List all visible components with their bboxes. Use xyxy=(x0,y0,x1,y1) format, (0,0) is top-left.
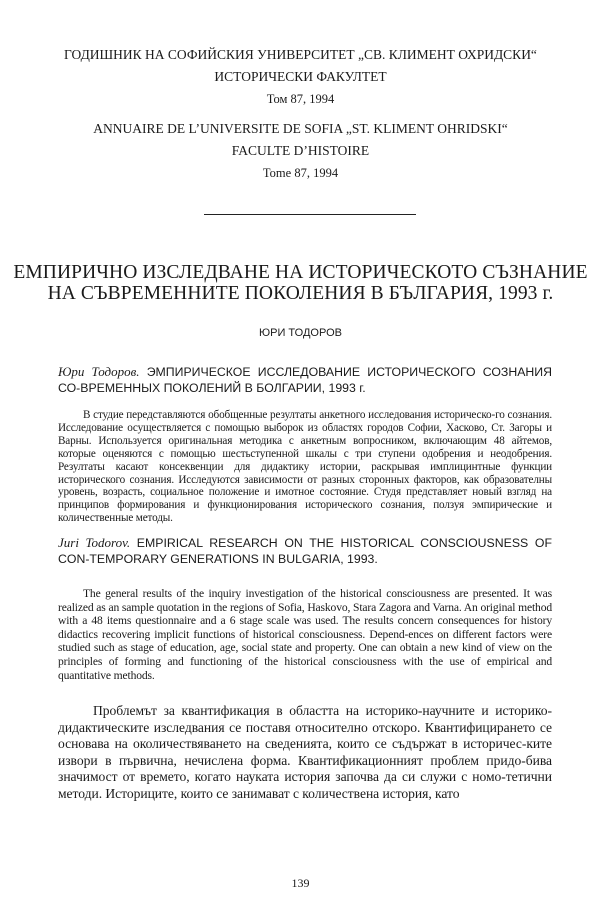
volume-bg: Том 87, 1994 xyxy=(266,92,335,106)
summary-ru-author: Юри Тодоров. xyxy=(58,364,140,379)
summary-en-heading xyxy=(58,535,552,567)
article-title-line-2: НА СЪВРЕМЕННИТЕ ПОКОЛЕНИЯ В БЪЛГАРИЯ, 1993 г. xyxy=(47,283,554,304)
page-number: 139 xyxy=(291,876,310,890)
header-divider xyxy=(204,214,416,215)
summary-en-author: Juri Todorov. xyxy=(58,535,131,550)
summary-ru-abstract: В студие передставляются обобщенные резултаты анкетного исследования историческо-го сознания. Исследование осуществляется с помощью выборок из областях городов Софии, Хасково, Ст. Загоры и Варны. Используется оригинальная методика с анкетным вопросником, включающим 48 айтемов, которые оценяются с помощью шестьступенной шкалы с три ступени одобрения и неодобрения. Резултаты касают консеквенции для дидактику истории, раскрывая имплицинтные функции исторического сознания. Исследуются зависимости от разных сторонных факторов, как образователны уровень, возрасть, социальное положение и имотное состояние. Студя представляет новый взгляд на принципов формирования и функционирования исторического сознания, ползуя эмпирические и количественные методы. xyxy=(58,409,552,525)
journal-title-bg: ГОДИШНИК НА СОФИЙСКИЯ УНИВЕРСИТЕТ „СВ. КЛИМЕНТ ОХРИДСКИ“ xyxy=(64,47,537,62)
summary-ru-heading xyxy=(58,364,552,396)
article-author: ЮРИ ТОДОРОВ xyxy=(259,327,342,339)
body-paragraph: Проблемът за квантификация в областта на историко-научните и историко-дидактическите изследвания се поставя относително отскоро. Квантифицирането се основава на околичествяването на сведенията, които се съдържат в историчес-ките извори в първична, нечислена форма. Квантификационният проблем придо-бива значимост от времето, когато науката история започва да си служи с номо-тетични методи. Историците, които се занимават с количествена история, като xyxy=(58,703,552,801)
volume-fr: Tome 87, 1994 xyxy=(262,166,339,180)
article-title-line-1: ЕМПИРИЧНО ИЗСЛЕДВАНЕ НА ИСТОРИЧЕСКОТО СЪЗНАНИЕ xyxy=(13,262,588,283)
faculty-name-bg: ИСТОРИЧЕСКИ ФАКУЛТЕТ xyxy=(214,69,387,84)
summary-ru-title: ЭМПИРИЧЕСКОЕ ИССЛЕДОВАНИЕ ИСТОРИЧЕСКОГО СОЗНАНИЯ СО-ВРЕМЕННЫХ ПОКОЛЕНИЙ В БОЛГАРИИ, 1993 г. xyxy=(58,365,552,395)
article-title xyxy=(0,262,601,304)
summary-en-title: EMPIRICAL RESEARCH ON THE HISTORICAL CONSCIOUSNESS OF CON-TEMPORARY GENERATIONS IN BULGARIA, 1993. xyxy=(58,536,552,566)
faculty-name-fr: FACULTE D’HISTOIRE xyxy=(231,143,370,158)
summary-en-abstract: The general results of the inquiry investigation of the historical consciousness are presented. It was realized as an sample quotation in the regions of Sofia, Haskovo, Stara Zagora and Varna. An original method with a 48 items questionnaire and a 6 stage scale was used. The results concern consequences for history didactics recovering implicit functions of historical consciousness. Depend-ences on different factors were studied such as stage of education, age, social state and property. One can obtain a new kind of view on the principles of forming and functioning of the historical consciousness with the use of empirical and quantitative methods. xyxy=(58,587,552,682)
journal-title-fr: ANNUAIRE DE L’UNIVERSITE DE SOFIA „ST. KLIMENT OHRIDSKI“ xyxy=(93,121,508,136)
